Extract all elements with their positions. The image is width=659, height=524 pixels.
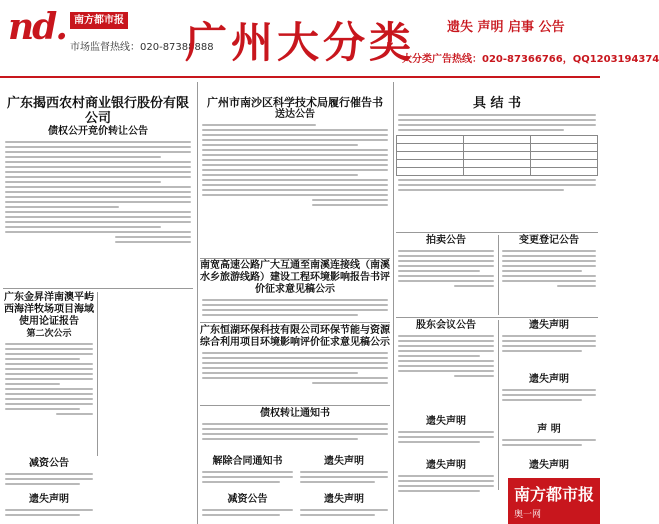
logo-brand: 南方都市报 — [70, 12, 128, 29]
footer-brand-name: 南方都市报 — [514, 485, 595, 504]
notice-bank-debt-transfer — [3, 96, 193, 286]
notice-divider — [3, 288, 193, 289]
notice-divider — [396, 317, 598, 318]
notice-title: 解除合同通知书 — [212, 456, 283, 467]
notice-title: 债权转让通知书 — [260, 408, 330, 419]
notice-change-registration — [500, 235, 598, 315]
notice-title: 遗失声明 — [29, 494, 69, 505]
page-title: 广州大分类 — [185, 18, 416, 67]
notice-title: 遗失声明 — [529, 320, 569, 331]
notice-title: 遗失声明 — [426, 416, 466, 427]
notice-title: 遗失声明 — [529, 460, 569, 471]
notice-hengzhan-eia — [200, 325, 390, 403]
notice-body — [3, 473, 95, 485]
notice-title: 遗失声明 — [529, 374, 569, 385]
section-subtitle: 遗失 声明 启事 公告 — [447, 20, 565, 35]
notice-loss-declaration — [500, 374, 598, 420]
notice-body — [500, 250, 598, 287]
notice-title: 声 明 — [537, 424, 561, 435]
notice-body — [3, 343, 95, 415]
notice-title: 拍卖公告 — [426, 235, 466, 246]
logo-mark: nd. — [8, 6, 66, 48]
notice-title: 广州市南沙区科学技术局履行催告书 — [207, 96, 383, 109]
footer-brand-logo — [508, 478, 600, 524]
notice-body — [3, 141, 193, 243]
notice-body — [396, 114, 598, 131]
notice-divider — [200, 258, 390, 259]
notice-body — [396, 250, 496, 287]
notice-body — [3, 509, 95, 516]
notice-title: 减资公告 — [227, 494, 268, 505]
notice-debt-transfer — [200, 408, 390, 452]
notice-capital-reduction — [3, 458, 95, 490]
notice-body — [200, 299, 390, 316]
supervision-hotline: 市场监督热线：020-87388888 — [70, 42, 214, 53]
sub-column-divider — [498, 235, 499, 315]
notice-body — [298, 471, 390, 483]
notice-loss-declaration — [298, 494, 390, 524]
notice-body — [298, 509, 390, 516]
notice-subtitle: 送达公告 — [275, 109, 315, 120]
notice-loss-declaration — [500, 460, 598, 476]
affidavit-table — [396, 135, 598, 176]
notice-loss-declaration — [396, 460, 496, 522]
notice-title: 减资公告 — [29, 458, 69, 469]
notice-shareholder-meeting — [396, 320, 496, 414]
page-header — [0, 0, 659, 78]
notice-title: 遗失声明 — [324, 456, 364, 467]
notice-loss-declaration — [3, 494, 95, 524]
notice-title: 广东金昇洋南澳平屿西海洋牧场项目海域使用论证报告 — [4, 292, 94, 327]
notice-title: 遗失声明 — [426, 460, 466, 471]
notice-contract-termination — [200, 456, 295, 490]
notice-divider — [200, 322, 390, 323]
notice-title: 股东会议公告 — [416, 320, 476, 331]
notice-auction — [396, 235, 496, 315]
notice-title: 广东恒湖环保科技有限公司环保节能与资源综合利用项目环境影响评价征求意见稿公示 — [200, 325, 390, 348]
notice-body — [200, 423, 390, 440]
notice-title: 南宽高速公路广大互通至南溪连接线（南溪水乡旅游线路）建设工程环境影响报告书评价征求意见稿公示 — [200, 260, 390, 295]
notice-body — [500, 439, 598, 446]
notice-body — [500, 335, 598, 352]
footer-brand-sub: 奥一网 — [514, 510, 542, 520]
notice-body — [200, 352, 390, 384]
notice-marine-ranch-review — [3, 292, 95, 456]
column-divider — [197, 82, 198, 524]
notice-title: 变更登记公告 — [519, 235, 579, 246]
header-divider — [0, 76, 600, 78]
notice-body — [200, 509, 295, 516]
notice-body — [200, 124, 390, 206]
notice-loss-declaration — [298, 456, 390, 490]
notice-body — [200, 471, 295, 483]
notice-loss-declaration — [396, 416, 496, 456]
notice-title: 具 结 书 — [472, 96, 522, 111]
sub-column-divider — [97, 292, 98, 456]
notice-loss-declaration — [500, 320, 598, 370]
ad-hotline: 大分类广告热线：020-87366766，QQ1203194374 — [402, 54, 659, 65]
notice-body — [396, 475, 496, 492]
sub-column-divider — [498, 320, 499, 490]
notice-statement — [500, 424, 598, 458]
notice-nansha-urge-letter — [200, 96, 390, 256]
notice-subtitle: 债权公开竞价转让公告 — [48, 126, 148, 137]
notice-highway-eia — [200, 260, 390, 320]
notice-subtitle: 第二次公示 — [26, 329, 72, 339]
column-divider — [393, 82, 394, 524]
notice-divider — [200, 405, 390, 406]
notice-title: 广东揭西农村商业银行股份有限公司 — [6, 96, 189, 126]
notice-affidavit — [396, 96, 598, 230]
notice-body — [396, 335, 496, 377]
notice-divider — [396, 232, 598, 233]
notice-body — [396, 179, 598, 191]
notice-title: 遗失声明 — [324, 494, 364, 505]
notice-body — [500, 389, 598, 401]
notice-capital-reduction — [200, 494, 295, 524]
notice-body — [396, 431, 496, 443]
